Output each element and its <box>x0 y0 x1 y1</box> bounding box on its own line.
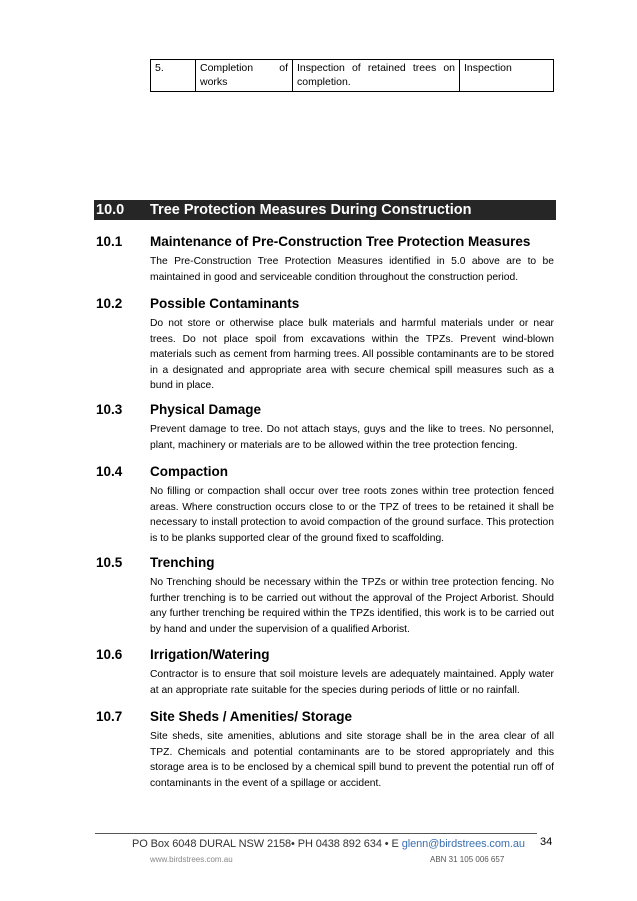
footer-contact <box>132 838 525 850</box>
subsection-body: Contractor is to ensure that soil moisture levels are adequately maintained. Apply water at an appropriate rate suitable for the species during periods of little or no rainfall. <box>150 669 554 696</box>
row-number: 5. <box>151 60 196 92</box>
subsection-title: Compaction <box>150 464 229 479</box>
subsection-title: Trenching <box>150 555 215 570</box>
subsection-number: 10.2 <box>96 296 123 311</box>
subsection-body: Prevent damage to tree. Do not attach stays, guys and the like to trees. No personnel, plant, machinery or materials are to be allowed within the tree protection fencing. <box>150 424 554 451</box>
subsection-number: 10.3 <box>96 402 123 417</box>
subsection-title: Maintenance of Pre-Construction Tree Protection Measures <box>150 234 531 249</box>
subsection-title: Physical Damage <box>150 402 262 417</box>
subsection-body: No Trenching should be necessary within the TPZs or within tree protection fencing. No further trenching is to be carried out without the approval of the Project Arborist. Should any further trenching be required within the TPZs identified, this work is to be carried out by hand and under the supervision of a qualified Arborist. <box>150 577 554 635</box>
subsection-body: Site sheds, site amenities, ablutions and site storage shall be in the area clear of all TPZ. Chemicals and potential contaminants are to be stored appropriately and this storage area is to be enclosed by a chemical spill bund to prevent the potential run off of contaminants in the event of a spillage or accident. <box>150 731 554 789</box>
subsection-title: Site Sheds / Amenities/ Storage <box>150 709 353 724</box>
subsection-body: Do not store or otherwise place bulk materials and harmful materials under or near trees. Do not place spoil from excavations within the TPZs. Prevent wind-blown materials such as cement from harming trees. All possible contaminants are to be stored in a designated and appropriate area with secure chemical spill measures such as a bund in place. <box>150 318 554 391</box>
subsection-number: 10.7 <box>96 709 123 724</box>
task-word: Inspection <box>297 62 345 74</box>
table-row <box>151 60 554 92</box>
subsection-number: 10.4 <box>96 464 123 479</box>
task-word: completion. <box>297 76 351 88</box>
footer-divider <box>95 833 537 834</box>
stage-word: works <box>200 76 228 88</box>
stage-word: Completion <box>200 62 254 74</box>
subsection-body: The Pre-Construction Tree Protection Measures identified in 5.0 above are to be maintained in good and serviceable condition throughout the construction period. <box>150 256 554 283</box>
task-word: retained <box>367 62 406 74</box>
footer-address: PO Box 6048 DURAL NSW 2158• PH 0438 892 634 • E <box>132 838 402 850</box>
schedule-table <box>150 59 554 92</box>
footer-website[interactable]: www.birdstrees.com.au <box>150 855 233 864</box>
task-word: of <box>351 62 361 74</box>
stage-cell <box>196 60 293 92</box>
task-word: trees <box>412 62 437 74</box>
page-number: 34 <box>540 836 553 848</box>
section-heading <box>94 200 556 220</box>
stage-word: of <box>279 62 288 74</box>
subsection-title: Irrigation/Watering <box>150 647 270 662</box>
subsection-number: 10.5 <box>96 555 123 570</box>
footer-email[interactable]: glenn@birdstrees.com.au <box>401 838 525 850</box>
section-title: Tree Protection Measures During Construction <box>150 202 472 218</box>
footer-abn: ABN 31 105 006 657 <box>430 855 505 864</box>
responsibility-cell: Inspection <box>460 60 554 92</box>
subsection-number: 10.6 <box>96 647 123 662</box>
section-number: 10.0 <box>96 202 125 218</box>
subsection-title: Possible Contaminants <box>150 296 300 311</box>
task-cell <box>293 60 460 92</box>
subsection-body: No filling or compaction shall occur over tree roots zones within tree protection fenced areas. Where construction occurs close to or the TPZ of trees to be retained it shall be necessary to install protection to avoid compaction of the ground surface. This protection is to be planks supported clear of the ground fixed to scaffolding. <box>150 486 554 544</box>
task-word: on <box>443 62 455 74</box>
subsection-number: 10.1 <box>96 234 123 249</box>
